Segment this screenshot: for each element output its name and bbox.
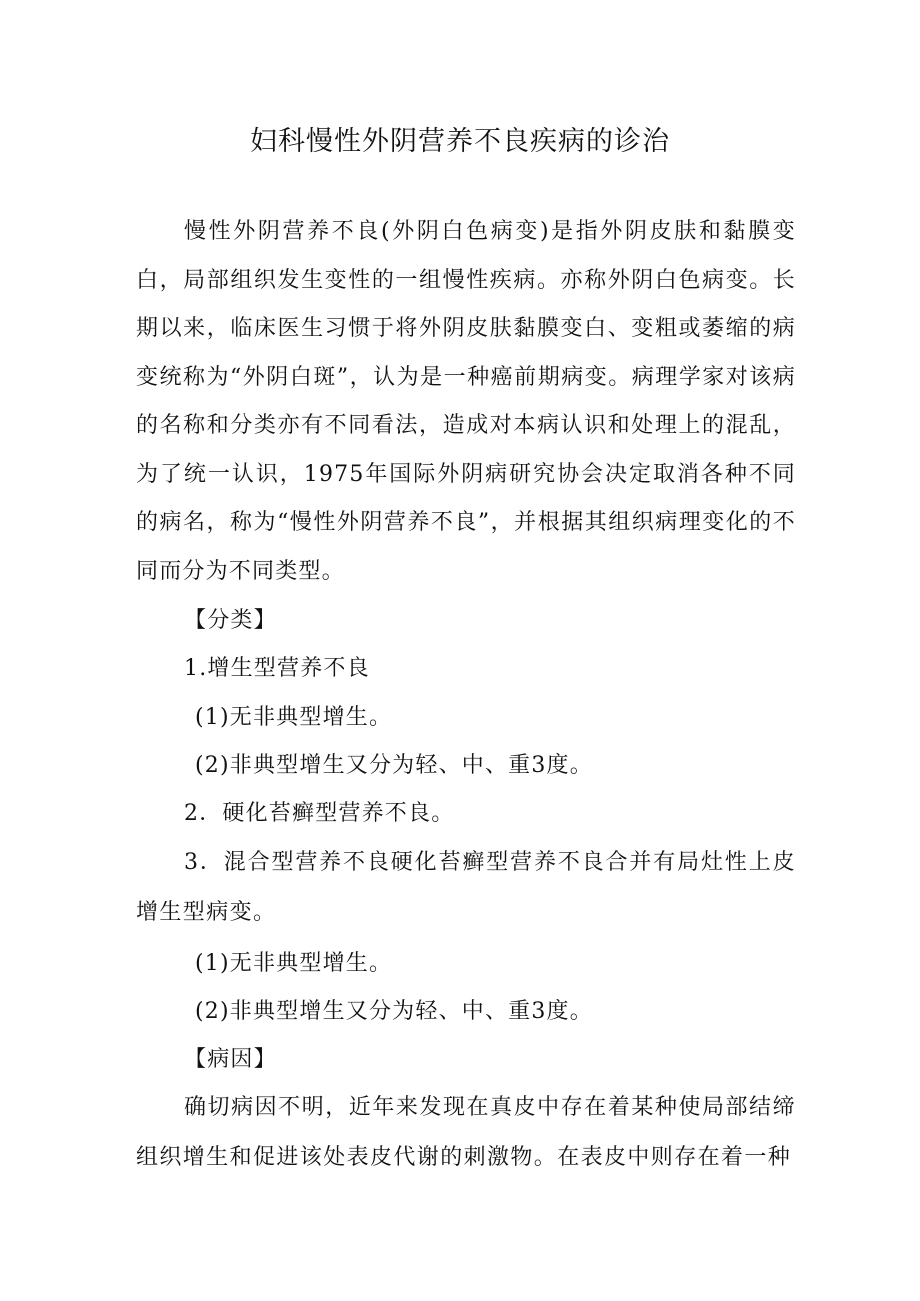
classification-heading: 【分类】 <box>184 608 277 633</box>
etiology-paragraph: 确切病因不明，近年来发现在真皮中存在着某种使局部结缔组织增生和促进该处表皮代谢的刺激物。在表皮中则存在着一种 <box>136 1095 796 1170</box>
etiology-heading: 【病因】 <box>184 1047 277 1072</box>
classification-item-3-sub-1: (1)无非典型增生。 <box>195 951 393 976</box>
classification-item-1-sub-1: (1)无非典型增生。 <box>195 705 393 730</box>
document-title: 妇科慢性外阴营养不良疾病的诊治 <box>250 126 670 157</box>
classification-item-3: 3．混合型营养不良硬化苔癣型营养不良合并有局灶性上皮增生型病变。 <box>136 850 796 925</box>
classification-item-2: 2．硬化苔癣型营养不良。 <box>184 801 455 826</box>
intro-paragraph: 慢性外阴营养不良(外阴白色病变)是指外阴皮肤和黏膜变白，局部组织发生变性的一组慢性疾病。亦称外阴白色病变。长期以来，临床医生习惯于将外阴皮肤黏膜变白、变粗或萎缩的病变统称为“外阴白斑”，认为是一种癌前期病变。病理学家对该病的名称和分类亦有不同看法，造成对本病认识和处理上的混乱，为了统一认识，1975年国际外阴病研究协会决定取消各种不同的病名，称为“慢性外阴营养不良”，并根据其组织病理变化的不同而分为不同类型。 <box>136 219 796 584</box>
classification-item-3-sub-2: (2)非典型增生又分为轻、中、重3度。 <box>195 999 593 1024</box>
classification-item-1-sub-2: (2)非典型增生又分为轻、中、重3度。 <box>195 753 593 778</box>
classification-item-1: 1.增生型营养不良 <box>184 656 370 681</box>
